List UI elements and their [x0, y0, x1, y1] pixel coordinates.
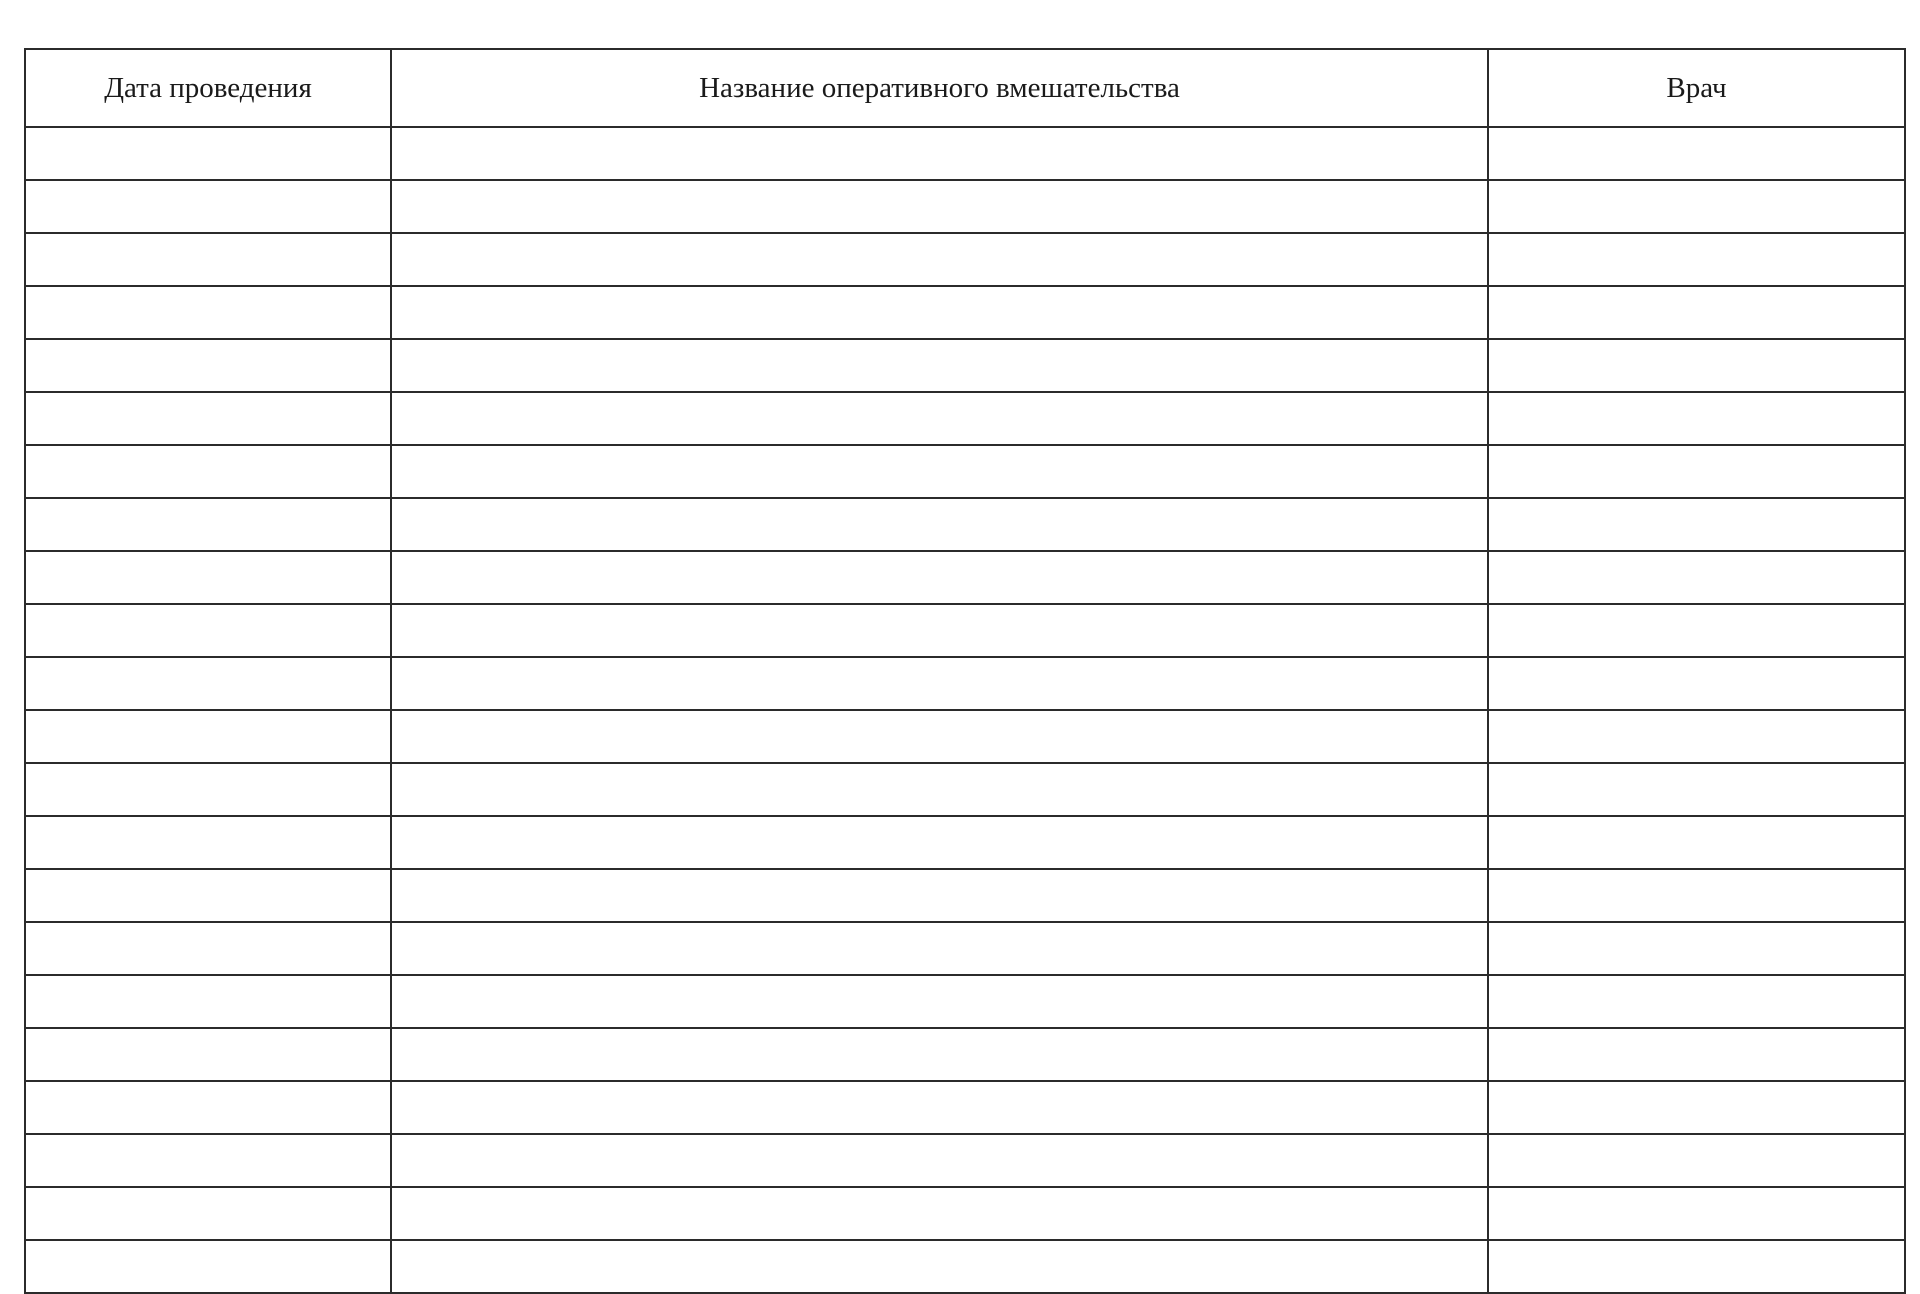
- cell-doctor[interactable]: [1488, 1240, 1905, 1293]
- cell-procedure-name[interactable]: [391, 1028, 1488, 1081]
- cell-doctor[interactable]: [1488, 1134, 1905, 1187]
- table-row: [25, 816, 1905, 869]
- cell-procedure-name[interactable]: [391, 1081, 1488, 1134]
- cell-procedure-name[interactable]: [391, 127, 1488, 180]
- cell-date[interactable]: [25, 498, 391, 551]
- cell-doctor[interactable]: [1488, 498, 1905, 551]
- table-row: [25, 657, 1905, 710]
- table-row: [25, 922, 1905, 975]
- table-row: [25, 392, 1905, 445]
- cell-doctor[interactable]: [1488, 180, 1905, 233]
- cell-date[interactable]: [25, 1081, 391, 1134]
- cell-date[interactable]: [25, 392, 391, 445]
- cell-date[interactable]: [25, 657, 391, 710]
- table-row: [25, 551, 1905, 604]
- cell-procedure-name[interactable]: [391, 551, 1488, 604]
- table-row: [25, 1134, 1905, 1187]
- cell-doctor[interactable]: [1488, 604, 1905, 657]
- cell-procedure-name[interactable]: [391, 975, 1488, 1028]
- cell-date[interactable]: [25, 1240, 391, 1293]
- cell-procedure-name[interactable]: [391, 1187, 1488, 1240]
- table-row: [25, 286, 1905, 339]
- cell-doctor[interactable]: [1488, 392, 1905, 445]
- cell-procedure-name[interactable]: [391, 180, 1488, 233]
- table-row: [25, 1240, 1905, 1293]
- table-row: [25, 339, 1905, 392]
- cell-procedure-name[interactable]: [391, 710, 1488, 763]
- cell-date[interactable]: [25, 604, 391, 657]
- cell-date[interactable]: [25, 1028, 391, 1081]
- cell-procedure-name[interactable]: [391, 1134, 1488, 1187]
- cell-doctor[interactable]: [1488, 922, 1905, 975]
- cell-date[interactable]: [25, 339, 391, 392]
- cell-doctor[interactable]: [1488, 975, 1905, 1028]
- surgery-log-table: [24, 48, 1906, 1294]
- cell-doctor[interactable]: [1488, 127, 1905, 180]
- cell-procedure-name[interactable]: [391, 604, 1488, 657]
- column-header-procedure-name: Название оперативного вмешательства: [391, 49, 1488, 127]
- table-row: [25, 710, 1905, 763]
- cell-doctor[interactable]: [1488, 1028, 1905, 1081]
- cell-doctor[interactable]: [1488, 286, 1905, 339]
- header-row: [25, 49, 1905, 127]
- table-row: [25, 869, 1905, 922]
- cell-procedure-name[interactable]: [391, 286, 1488, 339]
- cell-doctor[interactable]: [1488, 1081, 1905, 1134]
- table-row: [25, 975, 1905, 1028]
- cell-procedure-name[interactable]: [391, 657, 1488, 710]
- table-row: [25, 180, 1905, 233]
- cell-procedure-name[interactable]: [391, 392, 1488, 445]
- cell-doctor[interactable]: [1488, 445, 1905, 498]
- cell-doctor[interactable]: [1488, 657, 1905, 710]
- table-body: [25, 127, 1905, 1293]
- table-row: [25, 1028, 1905, 1081]
- cell-date[interactable]: [25, 922, 391, 975]
- table-row: [25, 445, 1905, 498]
- cell-doctor[interactable]: [1488, 339, 1905, 392]
- cell-date[interactable]: [25, 1187, 391, 1240]
- cell-doctor[interactable]: [1488, 816, 1905, 869]
- cell-date[interactable]: [25, 233, 391, 286]
- cell-doctor[interactable]: [1488, 763, 1905, 816]
- cell-procedure-name[interactable]: [391, 445, 1488, 498]
- cell-date[interactable]: [25, 1134, 391, 1187]
- cell-procedure-name[interactable]: [391, 498, 1488, 551]
- cell-procedure-name[interactable]: [391, 816, 1488, 869]
- cell-date[interactable]: [25, 180, 391, 233]
- table-row: [25, 604, 1905, 657]
- column-header-date: Дата проведения: [25, 49, 391, 127]
- table-row: [25, 233, 1905, 286]
- cell-procedure-name[interactable]: [391, 922, 1488, 975]
- cell-date[interactable]: [25, 710, 391, 763]
- table-row: [25, 1081, 1905, 1134]
- table-row: [25, 498, 1905, 551]
- table-row: [25, 1187, 1905, 1240]
- cell-date[interactable]: [25, 763, 391, 816]
- cell-date[interactable]: [25, 816, 391, 869]
- cell-procedure-name[interactable]: [391, 233, 1488, 286]
- cell-procedure-name[interactable]: [391, 1240, 1488, 1293]
- cell-doctor[interactable]: [1488, 1187, 1905, 1240]
- cell-date[interactable]: [25, 445, 391, 498]
- column-header-doctor: Врач: [1488, 49, 1905, 127]
- cell-doctor[interactable]: [1488, 551, 1905, 604]
- cell-date[interactable]: [25, 551, 391, 604]
- cell-date[interactable]: [25, 127, 391, 180]
- cell-date[interactable]: [25, 286, 391, 339]
- cell-procedure-name[interactable]: [391, 763, 1488, 816]
- cell-procedure-name[interactable]: [391, 339, 1488, 392]
- table-row: [25, 763, 1905, 816]
- cell-doctor[interactable]: [1488, 233, 1905, 286]
- cell-date[interactable]: [25, 869, 391, 922]
- surgery-log-sheet: [24, 48, 1904, 1294]
- cell-date[interactable]: [25, 975, 391, 1028]
- cell-doctor[interactable]: [1488, 869, 1905, 922]
- table-row: [25, 127, 1905, 180]
- cell-procedure-name[interactable]: [391, 869, 1488, 922]
- cell-doctor[interactable]: [1488, 710, 1905, 763]
